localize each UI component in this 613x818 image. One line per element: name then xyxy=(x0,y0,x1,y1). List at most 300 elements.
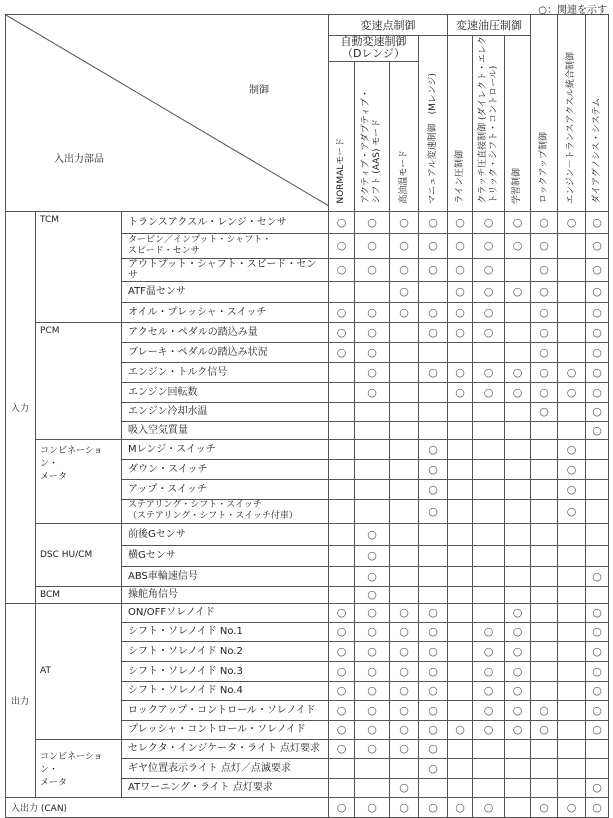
empty-cell xyxy=(531,641,558,661)
relation-mark: ○ xyxy=(473,211,505,233)
relation-mark: ○ xyxy=(505,622,531,641)
relation-mark: ○ xyxy=(448,720,473,739)
component-item: エンジン冷却水温 xyxy=(122,402,329,421)
empty-cell xyxy=(390,342,419,362)
relation-mark: ○ xyxy=(419,233,448,258)
relation-mark: ○ xyxy=(329,622,355,641)
relation-mark: ○ xyxy=(355,720,390,739)
relation-mark: ○ xyxy=(505,661,531,681)
empty-cell xyxy=(448,402,473,421)
empty-cell xyxy=(329,459,355,479)
component-item: 横Gセンサ xyxy=(122,545,329,566)
empty-cell xyxy=(390,459,419,479)
relation-mark: ○ xyxy=(505,211,531,233)
relation-mark: ○ xyxy=(473,720,505,739)
relation-mark: ○ xyxy=(531,233,558,258)
diagonal-header-cell xyxy=(6,15,329,212)
relation-mark: ○ xyxy=(586,661,609,681)
empty-cell xyxy=(419,342,448,362)
empty-cell xyxy=(448,758,473,778)
relation-mark: ○ xyxy=(558,382,586,402)
empty-cell xyxy=(448,479,473,499)
empty-cell xyxy=(531,681,558,700)
control-relation-table xyxy=(5,14,609,818)
relation-mark: ○ xyxy=(355,566,390,586)
relation-mark: ○ xyxy=(586,382,609,402)
relation-mark: ○ xyxy=(531,258,558,281)
relation-mark: ○ xyxy=(558,211,586,233)
relation-mark: ○ xyxy=(586,342,609,362)
empty-cell xyxy=(473,566,505,586)
empty-cell xyxy=(558,641,586,661)
column-header: NORMALモード xyxy=(329,61,355,211)
component-item: 吸入空気質量 xyxy=(122,421,329,439)
empty-cell xyxy=(448,545,473,566)
relation-mark: ○ xyxy=(531,211,558,233)
empty-cell xyxy=(586,439,609,459)
io-parts-label: 入出力部品 xyxy=(54,154,104,165)
empty-cell xyxy=(473,758,505,778)
empty-cell xyxy=(390,545,419,566)
empty-cell xyxy=(329,586,355,603)
relation-mark: ○ xyxy=(390,681,419,700)
empty-cell xyxy=(558,302,586,322)
empty-cell xyxy=(390,382,419,402)
relation-mark: ○ xyxy=(419,681,448,700)
empty-cell xyxy=(505,402,531,421)
table-row xyxy=(6,322,609,342)
relation-mark: ○ xyxy=(531,700,558,720)
empty-cell xyxy=(531,545,558,566)
empty-cell xyxy=(558,545,586,566)
relation-mark: ○ xyxy=(531,720,558,739)
empty-cell xyxy=(448,566,473,586)
relation-mark: ○ xyxy=(329,681,355,700)
empty-cell xyxy=(419,566,448,586)
column-header: ライン圧制御 xyxy=(448,36,473,212)
relation-mark: ○ xyxy=(355,322,390,342)
relation-mark: ○ xyxy=(355,586,390,603)
column-header: マニュアル変速制御 (Mレンジ) xyxy=(419,36,448,212)
empty-cell xyxy=(586,459,609,479)
empty-cell xyxy=(531,566,558,586)
relation-mark: ○ xyxy=(419,797,448,817)
relation-mark: ○ xyxy=(558,362,586,382)
control-label: 制御 xyxy=(249,85,269,96)
relation-mark: ○ xyxy=(355,342,390,362)
relation-mark: ○ xyxy=(390,797,419,817)
empty-cell xyxy=(448,342,473,362)
empty-cell xyxy=(558,778,586,797)
relation-mark: ○ xyxy=(419,302,448,322)
relation-mark: ○ xyxy=(355,258,390,281)
empty-cell xyxy=(419,402,448,421)
empty-cell xyxy=(531,739,558,758)
relation-mark: ○ xyxy=(473,233,505,258)
empty-cell xyxy=(505,479,531,499)
table-row xyxy=(6,586,609,603)
component-group: AT xyxy=(36,603,122,739)
component-item: ABS車輪速信号 xyxy=(122,566,329,586)
relation-mark: ○ xyxy=(448,233,473,258)
relation-mark: ○ xyxy=(473,382,505,402)
empty-cell xyxy=(558,322,586,342)
relation-mark: ○ xyxy=(448,322,473,342)
relation-mark: ○ xyxy=(558,499,586,523)
component-item: シフト・ソレノイド No.2 xyxy=(122,641,329,661)
relation-mark: ○ xyxy=(531,382,558,402)
input-category: 入力 xyxy=(6,211,36,603)
relation-mark: ○ xyxy=(419,622,448,641)
shift-point-control-header: 変速点制御 xyxy=(329,15,448,36)
empty-cell xyxy=(419,523,448,545)
empty-cell xyxy=(390,566,419,586)
shift-pressure-control-header: 変速油圧制御 xyxy=(448,15,531,36)
relation-mark: ○ xyxy=(419,720,448,739)
empty-cell xyxy=(531,479,558,499)
empty-cell xyxy=(558,421,586,439)
empty-cell xyxy=(473,586,505,603)
relation-mark: ○ xyxy=(473,681,505,700)
table-row xyxy=(6,211,609,233)
relation-mark: ○ xyxy=(448,281,473,302)
empty-cell xyxy=(505,797,531,817)
component-item: 前後Gセンサ xyxy=(122,523,329,545)
relation-mark: ○ xyxy=(355,545,390,566)
column-header: ダイアグノシス・システム xyxy=(586,15,609,212)
component-group: コンビネーション・ メータ xyxy=(36,739,122,797)
relation-mark: ○ xyxy=(505,700,531,720)
empty-cell xyxy=(531,758,558,778)
empty-cell xyxy=(355,281,390,302)
relation-mark: ○ xyxy=(586,681,609,700)
empty-cell xyxy=(586,586,609,603)
relation-mark: ○ xyxy=(329,211,355,233)
output-category: 出力 xyxy=(6,603,36,797)
empty-cell xyxy=(531,603,558,622)
relation-mark: ○ xyxy=(419,758,448,778)
relation-mark: ○ xyxy=(329,661,355,681)
empty-cell xyxy=(390,586,419,603)
component-item: プレッシャ・コントロール・ソレノイド xyxy=(122,720,329,739)
relation-mark: ○ xyxy=(505,233,531,258)
empty-cell xyxy=(329,421,355,439)
component-item: オイル・プレッシャ・スイッチ xyxy=(122,302,329,322)
empty-cell xyxy=(390,362,419,382)
column-header: ロックアップ制御 xyxy=(531,15,558,212)
component-item: セレクタ・インジケータ・ライト 点灯要求 xyxy=(122,739,329,758)
empty-cell xyxy=(329,545,355,566)
relation-mark: ○ xyxy=(390,603,419,622)
empty-cell xyxy=(329,523,355,545)
empty-cell xyxy=(355,402,390,421)
relation-mark: ○ xyxy=(558,797,586,817)
relation-mark: ○ xyxy=(558,459,586,479)
relation-mark: ○ xyxy=(355,641,390,661)
relation-mark: ○ xyxy=(355,362,390,382)
empty-cell xyxy=(558,586,586,603)
empty-cell xyxy=(448,523,473,545)
relation-mark: ○ xyxy=(355,523,390,545)
relation-mark: ○ xyxy=(355,302,390,322)
relation-mark: ○ xyxy=(505,720,531,739)
empty-cell xyxy=(531,586,558,603)
relation-mark: ○ xyxy=(355,661,390,681)
empty-cell xyxy=(473,421,505,439)
relation-mark: ○ xyxy=(586,402,609,421)
relation-mark: ○ xyxy=(390,739,419,758)
empty-cell xyxy=(390,758,419,778)
relation-mark: ○ xyxy=(355,681,390,700)
relation-mark: ○ xyxy=(448,382,473,402)
empty-cell xyxy=(473,523,505,545)
empty-cell xyxy=(586,545,609,566)
empty-cell xyxy=(448,739,473,758)
empty-cell xyxy=(586,479,609,499)
empty-cell xyxy=(329,382,355,402)
relation-mark: ○ xyxy=(586,641,609,661)
empty-cell xyxy=(419,281,448,302)
component-item: タービン／インプット・シャフト・ スピード・センサ xyxy=(122,233,329,258)
empty-cell xyxy=(505,421,531,439)
empty-cell xyxy=(419,586,448,603)
component-item: ギヤ位置表示ライト 点灯／点滅要求 xyxy=(122,758,329,778)
empty-cell xyxy=(473,439,505,459)
relation-mark: ○ xyxy=(448,302,473,322)
component-item: ロックアップ・コントロール・ソレノイド xyxy=(122,700,329,720)
empty-cell xyxy=(473,459,505,479)
empty-cell xyxy=(355,778,390,797)
empty-cell xyxy=(531,778,558,797)
empty-cell xyxy=(531,459,558,479)
empty-cell xyxy=(329,479,355,499)
relation-mark: ○ xyxy=(586,322,609,342)
empty-cell xyxy=(329,402,355,421)
relation-mark: ○ xyxy=(473,302,505,322)
empty-cell xyxy=(355,439,390,459)
empty-cell xyxy=(390,523,419,545)
relation-mark: ○ xyxy=(448,797,473,817)
empty-cell xyxy=(505,778,531,797)
empty-cell xyxy=(505,499,531,523)
component-group: TCM xyxy=(36,211,122,322)
relation-mark: ○ xyxy=(329,720,355,739)
relation-mark: ○ xyxy=(473,362,505,382)
relation-mark: ○ xyxy=(505,603,531,622)
relation-mark: ○ xyxy=(473,281,505,302)
relation-mark: ○ xyxy=(419,479,448,499)
empty-cell xyxy=(505,545,531,566)
table-row xyxy=(6,797,609,817)
empty-cell xyxy=(355,459,390,479)
relation-mark: ○ xyxy=(505,641,531,661)
component-group: PCM xyxy=(36,322,122,439)
empty-cell xyxy=(419,778,448,797)
empty-cell xyxy=(558,681,586,700)
relation-mark: ○ xyxy=(473,661,505,681)
relation-mark: ○ xyxy=(329,797,355,817)
empty-cell xyxy=(531,421,558,439)
empty-cell xyxy=(558,720,586,739)
empty-cell xyxy=(505,586,531,603)
empty-cell xyxy=(419,382,448,402)
empty-cell xyxy=(390,479,419,499)
empty-cell xyxy=(355,421,390,439)
component-item: シフト・ソレノイド No.3 xyxy=(122,661,329,681)
relation-mark: ○ xyxy=(419,641,448,661)
empty-cell xyxy=(355,479,390,499)
component-item: エンジン・トルク信号 xyxy=(122,362,329,382)
empty-cell xyxy=(329,758,355,778)
empty-cell xyxy=(473,499,505,523)
empty-cell xyxy=(531,439,558,459)
table-row xyxy=(6,523,609,545)
relation-mark: ○ xyxy=(419,362,448,382)
component-item: ON/OFFソレノイド xyxy=(122,603,329,622)
relation-mark: ○ xyxy=(558,439,586,459)
relation-mark: ○ xyxy=(355,739,390,758)
relation-mark: ○ xyxy=(355,700,390,720)
empty-cell xyxy=(505,342,531,362)
empty-cell xyxy=(473,778,505,797)
relation-mark: ○ xyxy=(586,778,609,797)
auto-shift-control-header: 自動変速制御 （Dレンジ） xyxy=(329,36,419,62)
relation-mark: ○ xyxy=(448,362,473,382)
empty-cell xyxy=(505,258,531,281)
empty-cell xyxy=(448,439,473,459)
relation-mark: ○ xyxy=(329,342,355,362)
column-header: アクティブ・アダプティブ・ シフト (AAS) モード xyxy=(355,61,390,211)
component-item: シフト・ソレノイド No.4 xyxy=(122,681,329,700)
empty-cell xyxy=(390,439,419,459)
empty-cell xyxy=(448,778,473,797)
relation-mark: ○ xyxy=(390,622,419,641)
relation-mark: ○ xyxy=(419,211,448,233)
relation-mark: ○ xyxy=(505,281,531,302)
can-io-label: 入出力 (CAN) xyxy=(6,797,329,817)
relation-mark: ○ xyxy=(531,322,558,342)
component-group: BCM xyxy=(36,586,122,603)
empty-cell xyxy=(473,603,505,622)
empty-cell xyxy=(586,499,609,523)
empty-cell xyxy=(531,523,558,545)
column-header: エンジン－トランスアクスル統合制御 xyxy=(558,15,586,212)
relation-mark: ○ xyxy=(390,700,419,720)
empty-cell xyxy=(558,523,586,545)
empty-cell xyxy=(448,681,473,700)
relation-mark: ○ xyxy=(329,233,355,258)
relation-mark: ○ xyxy=(531,342,558,362)
relation-mark: ○ xyxy=(473,700,505,720)
empty-cell xyxy=(448,641,473,661)
relation-mark: ○ xyxy=(329,302,355,322)
empty-cell xyxy=(586,758,609,778)
relation-mark: ○ xyxy=(586,233,609,258)
relation-mark: ○ xyxy=(531,362,558,382)
relation-mark: ○ xyxy=(531,797,558,817)
empty-cell xyxy=(558,233,586,258)
relation-mark: ○ xyxy=(390,302,419,322)
diagonal-line xyxy=(6,15,329,206)
empty-cell xyxy=(531,622,558,641)
empty-cell xyxy=(558,566,586,586)
empty-cell xyxy=(558,700,586,720)
relation-mark: ○ xyxy=(586,720,609,739)
empty-cell xyxy=(448,700,473,720)
empty-cell xyxy=(473,545,505,566)
empty-cell xyxy=(558,603,586,622)
component-item: アウトプット・シャフト・スピード・センサ xyxy=(122,258,329,281)
component-item: ダウン・スイッチ xyxy=(122,459,329,479)
empty-cell xyxy=(558,758,586,778)
relation-mark: ○ xyxy=(558,479,586,499)
relation-mark: ○ xyxy=(531,402,558,421)
relation-mark: ○ xyxy=(586,281,609,302)
empty-cell xyxy=(505,322,531,342)
column-header: クラッチ圧直接制御 (ダイレクト・エレク トリック・シフト・コントロール) xyxy=(473,36,505,212)
empty-cell xyxy=(390,421,419,439)
empty-cell xyxy=(329,778,355,797)
relation-mark: ○ xyxy=(419,700,448,720)
empty-cell xyxy=(473,739,505,758)
relation-mark: ○ xyxy=(355,211,390,233)
empty-cell xyxy=(505,439,531,459)
empty-cell xyxy=(329,362,355,382)
empty-cell xyxy=(448,459,473,479)
empty-cell xyxy=(558,622,586,641)
empty-cell xyxy=(586,739,609,758)
relation-mark: ○ xyxy=(329,322,355,342)
empty-cell xyxy=(558,258,586,281)
relation-mark: ○ xyxy=(586,302,609,322)
component-item: エンジン回転数 xyxy=(122,382,329,402)
relation-mark: ○ xyxy=(473,797,505,817)
empty-cell xyxy=(448,586,473,603)
component-item: ブレーキ・ペダルの踏込み状況 xyxy=(122,342,329,362)
relation-mark: ○ xyxy=(355,622,390,641)
empty-cell xyxy=(448,661,473,681)
relation-mark: ○ xyxy=(390,211,419,233)
relation-mark: ○ xyxy=(448,258,473,281)
component-item: ステアリング・シフト・スイッチ （ステアリング・シフト・スイッチ付車） xyxy=(122,499,329,523)
relation-mark: ○ xyxy=(390,281,419,302)
component-item: 操舵角信号 xyxy=(122,586,329,603)
component-item: アップ・スイッチ xyxy=(122,479,329,499)
relation-mark: ○ xyxy=(448,211,473,233)
empty-cell xyxy=(505,459,531,479)
empty-cell xyxy=(355,758,390,778)
empty-cell xyxy=(505,566,531,586)
relation-mark: ○ xyxy=(355,382,390,402)
empty-cell xyxy=(558,342,586,362)
relation-mark: ○ xyxy=(355,233,390,258)
relation-mark: ○ xyxy=(355,797,390,817)
relation-mark: ○ xyxy=(586,421,609,439)
empty-cell xyxy=(329,566,355,586)
table-row xyxy=(6,603,609,622)
relation-mark: ○ xyxy=(329,641,355,661)
relation-mark: ○ xyxy=(586,797,609,817)
empty-cell xyxy=(505,758,531,778)
relation-mark: ○ xyxy=(390,778,419,797)
relation-mark: ○ xyxy=(586,700,609,720)
relation-mark: ○ xyxy=(586,211,609,233)
relation-mark: ○ xyxy=(473,322,505,342)
empty-cell xyxy=(329,499,355,523)
relation-mark: ○ xyxy=(419,258,448,281)
component-item: Mレンジ・スイッチ xyxy=(122,439,329,459)
empty-cell xyxy=(329,281,355,302)
